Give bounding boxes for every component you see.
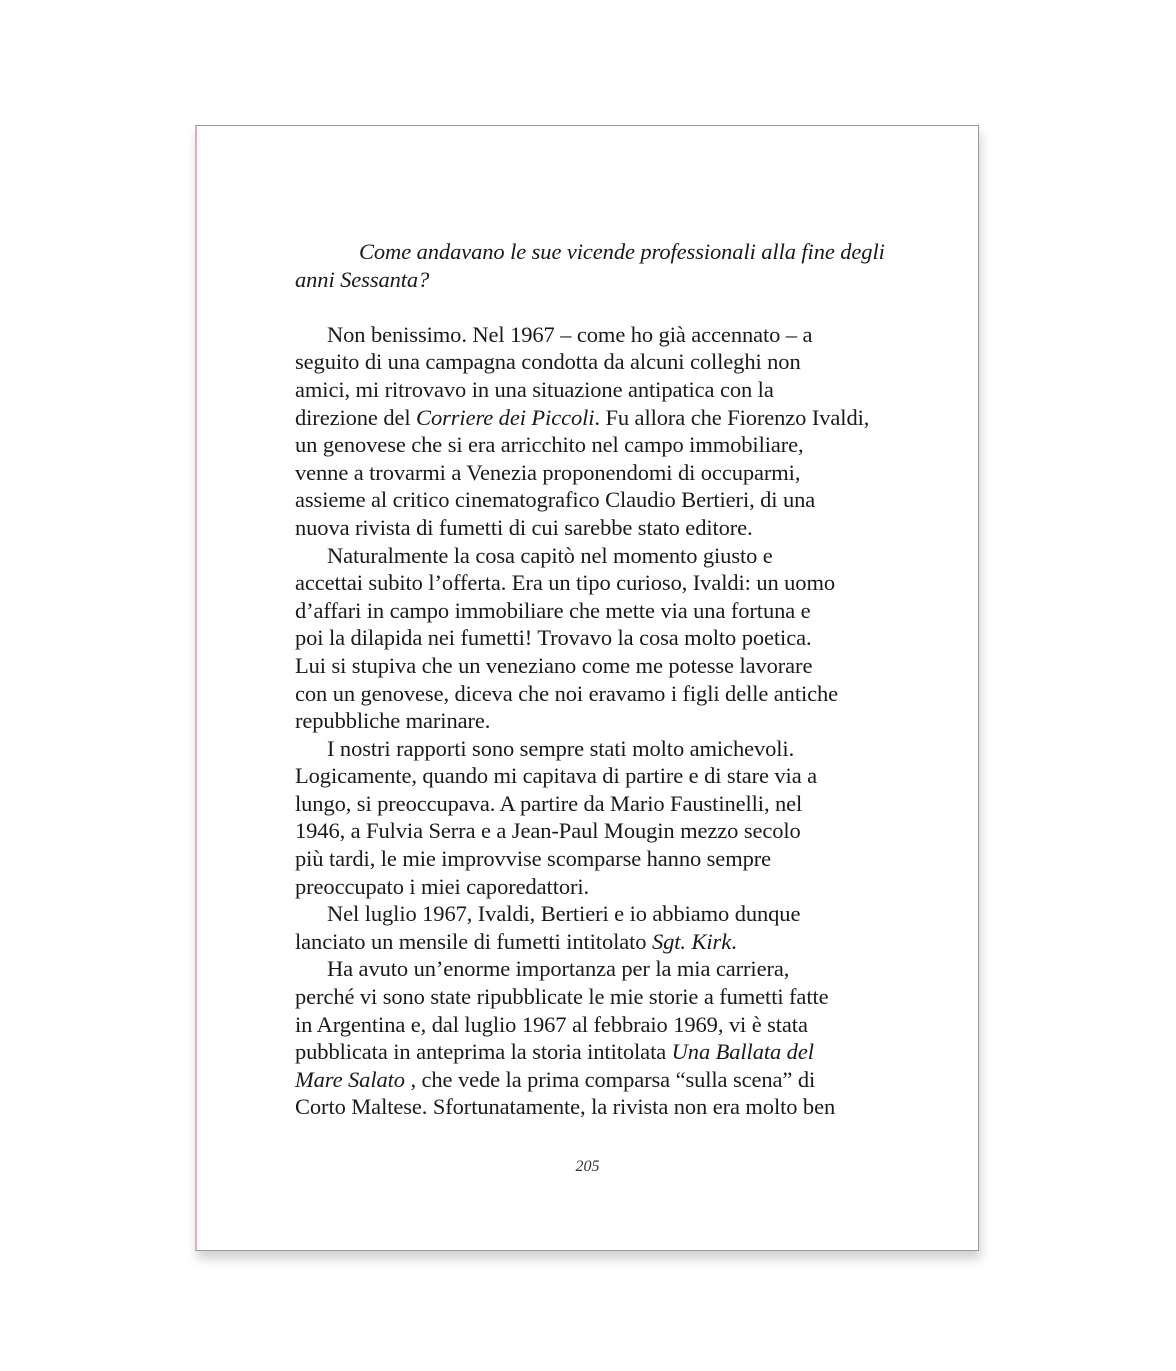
page-text bbox=[295, 238, 895, 1121]
text-run: direzione del bbox=[295, 404, 417, 430]
text-line bbox=[295, 1066, 895, 1094]
text-line bbox=[295, 404, 895, 432]
text-line: amici, mi ritrovavo in una situazione antipatica con la bbox=[295, 376, 774, 402]
text-line: I nostri rapporti sono sempre stati molto amichevoli. bbox=[327, 735, 795, 761]
text-run: , che vede la prima comparsa “sulla scena” di bbox=[404, 1066, 816, 1092]
answer-paragraph bbox=[295, 735, 895, 901]
text-line: più tardi, le mie improvvise scomparse hanno sempre bbox=[295, 846, 772, 872]
text-line: Corto Maltese. Sfortunatamente, la rivista non era molto ben bbox=[295, 1094, 836, 1120]
answer-paragraph bbox=[295, 321, 895, 542]
text-line bbox=[295, 928, 895, 956]
book-page bbox=[195, 125, 979, 1251]
text-line bbox=[295, 1038, 895, 1066]
text-run: . Fu allora che Fiorenzo Ivaldi, bbox=[594, 404, 870, 430]
periodical-title: Corriere dei Piccoli bbox=[416, 404, 595, 430]
story-title: Una Ballata del bbox=[671, 1039, 814, 1065]
text-line: accettai subito l’offerta. Era un tipo curioso, Ivaldi: un uomo bbox=[295, 570, 836, 596]
text-run: pubblicata in anteprima la storia intitolata bbox=[295, 1039, 672, 1065]
text-line: lungo, si preoccupava. A partire da Mario Faustinelli, nel bbox=[295, 790, 803, 816]
text-line: 1946, a Fulvia Serra e a Jean-Paul Mougin mezzo secolo bbox=[295, 818, 801, 844]
text-line: Nel luglio 1967, Ivaldi, Bertieri e io abbiamo dunque bbox=[327, 901, 801, 927]
text-line: Non benissimo. Nel 1967 – come ho già accennato – a bbox=[327, 321, 813, 347]
text-line: Lui si stupiva che un veneziano come me potesse lavorare bbox=[295, 652, 813, 678]
text-line: Logicamente, quando mi capitava di partire e di stare via a bbox=[295, 763, 818, 789]
answer-paragraph bbox=[295, 900, 895, 955]
text-line: in Argentina e, dal luglio 1967 al febbraio 1969, vi è stata bbox=[295, 1011, 808, 1037]
text-line: d’affari in campo immobiliare che mette via una fortuna e bbox=[295, 597, 811, 623]
interview-question bbox=[295, 238, 895, 293]
text-line: repubbliche marinare. bbox=[295, 708, 491, 734]
story-title: Mare Salato bbox=[295, 1066, 405, 1092]
text-line: preoccupato i miei caporedattori. bbox=[295, 873, 590, 899]
text-line: Ha avuto un’enorme importanza per la mia carriera, bbox=[327, 956, 790, 982]
question-line: anni Sessanta? bbox=[295, 266, 430, 292]
question-line: Come andavano le sue vicende professionali alla fine degli bbox=[359, 239, 885, 264]
text-line: poi la dilapida nei fumetti! Trovavo la cosa molto poetica. bbox=[295, 625, 812, 651]
text-line: Naturalmente la cosa capitò nel momento giusto e bbox=[327, 542, 773, 568]
text-line: venne a trovarmi a Venezia proponendomi di occuparmi, bbox=[295, 459, 801, 485]
text-line: seguito di una campagna condotta da alcuni colleghi non bbox=[295, 349, 801, 375]
page-number: 205 bbox=[575, 1158, 600, 1175]
answer-paragraph bbox=[295, 542, 895, 735]
text-run: lanciato un mensile di fumetti intitolato bbox=[295, 928, 652, 954]
periodical-title: Sgt. Kirk bbox=[651, 928, 732, 954]
text-line: assieme al critico cinematografico Claudio Bertieri, di una bbox=[295, 487, 816, 513]
text-line: perché vi sono state ripubblicate le mie storie a fumetti fatte bbox=[295, 984, 829, 1010]
text-line: con un genovese, diceva che noi eravamo i figli delle antiche bbox=[295, 680, 839, 706]
text-line: nuova rivista di fumetti di cui sarebbe stato editore. bbox=[295, 514, 753, 540]
text-line: un genovese che si era arricchito nel campo immobiliare, bbox=[295, 432, 804, 458]
text-run: . bbox=[731, 928, 737, 954]
answer-paragraph bbox=[295, 955, 895, 1121]
